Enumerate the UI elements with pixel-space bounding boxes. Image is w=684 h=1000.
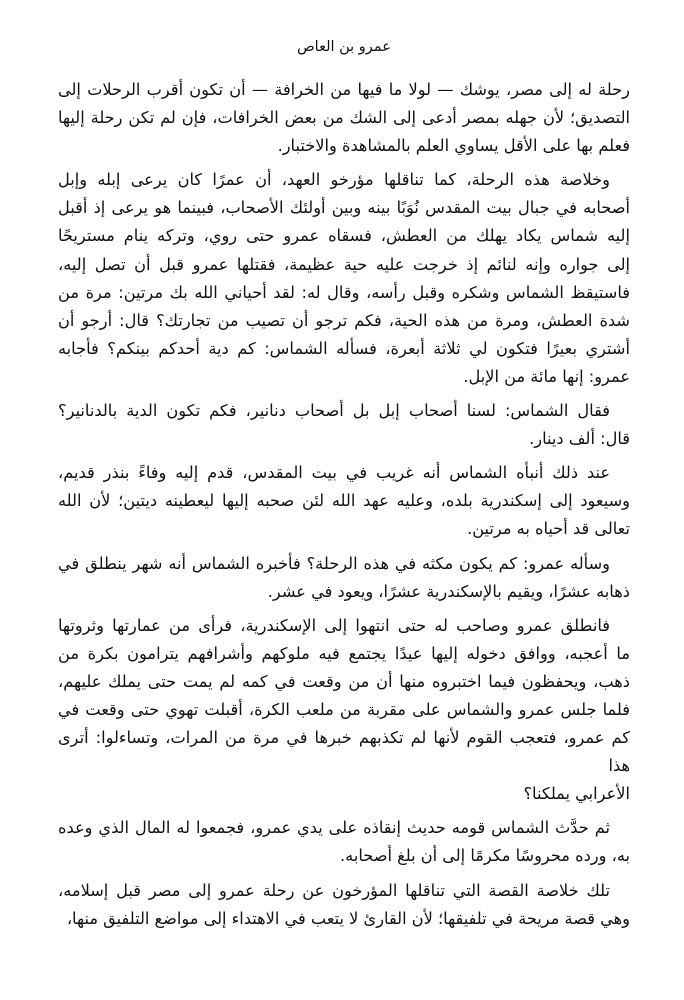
text-line: شدة العطش، ومرة من هذه الحية، فكم ترجو أن تصيب من تجارتك؟ قال: أرجو أن xyxy=(58,310,630,330)
text-line: فعلم بها على الأقل يساوي العلم بالمشاهدة والاختبار. xyxy=(277,136,630,156)
text-line: فانطلق عمرو وصاحب له حتى انتهوا إلى الإسكندرية، فرأى من عمارتها وثروتها xyxy=(58,615,610,635)
text-line: وهي قصة مريحة في تلفيقها؛ لأن القارئ لا يتعب في الاهتداء إلى مواضع التلفيق منها، xyxy=(66,908,630,928)
text-line: تعالى قد أحياه به مرتين. xyxy=(467,519,630,539)
text-line: الأعرابي يملكنا؟ xyxy=(523,784,630,804)
text-line: قال: ألف دينار. xyxy=(529,429,630,449)
text-line: ما أعجبه، ووافق دخوله إليها عيدًا يجتمع فيه ملوكهم وأشرافهم يترامون بكرة من xyxy=(58,643,630,663)
body-text xyxy=(58,76,630,933)
text-line: عمرو: إنها مائة من الإبل. xyxy=(463,366,630,386)
paragraph xyxy=(58,459,630,543)
text-line: وسأله عمرو: كم يكون مكثه في هذه الرحلة؟ فأخبره الشماس أنه شهر ينطلق في xyxy=(58,553,610,573)
text-line: فلما جلس عمرو والشماس على مقربة من ملعب الكرة، أقبلت تهوي حتى وقعت في xyxy=(58,699,630,719)
text-line: أصحابه في جبال بيت المقدس نُوَبًا بينه وبين أولئك الأصحاب، فبينما هو يرعى إذ أقبل xyxy=(58,198,630,218)
paragraph xyxy=(58,166,630,391)
text-line: عند ذلك أنبأه الشماس أنه غريب في بيت المقدس، قدم إليه وفاءً بنذر قديم، xyxy=(58,463,610,483)
paragraph xyxy=(58,76,630,160)
text-line: ذهابه عشرًا، ويقيم بالإسكندرية عشرًا، ويعود في عشر. xyxy=(267,581,630,601)
text-line: تلك خلاصة القصة التي تناقلها المؤرخون عن رحلة عمرو إلى مصر قبل إسلامه، xyxy=(58,880,610,900)
text-line: إليه شماس يكاد يهلك من العطش، فسقاه عمرو حتى روي، وتركه ينام مستريحًا xyxy=(58,226,630,246)
text-line: إلى جواره وإنه لنائم إذ خرجت عليه حية عظيمة، فقتلها عمرو قبل أن تصل إليه، xyxy=(58,254,630,274)
running-head: عمرو بن العاص xyxy=(297,39,391,55)
text-line: فاستيقظ الشماس وشكره وقبل رأسه، وقال له: لقد أحياني الله بك مرتين: مرة من xyxy=(58,282,630,302)
text-line: فقال الشماس: لسنا أصحاب إبل بل أصحاب دنانير، فكم تكون الدية بالدنانير؟ xyxy=(58,401,610,421)
paragraph xyxy=(58,397,630,453)
text-line: كم عمرو، فتعجب القوم لأنها لم تكذبهم خبرها في مرة من المرات، وتساءلوا: أترى هذا xyxy=(58,728,630,776)
text-line: به، ورده محروسًا مكرمًا إلى أن بلغ أصحابه. xyxy=(340,846,630,866)
text-line: رحلة له إلى مصر، يوشك — لولا ما فيها من الخرافة — أن تكون أقرب الرحلات إلى xyxy=(58,80,630,99)
text-line: ذهب، ويحفظون فيما اختبروه منها أن من وقعت في كمه لم يمت حتى يملك عليهم، xyxy=(58,671,630,691)
paragraph xyxy=(58,814,630,870)
paragraph xyxy=(58,612,630,809)
text-line: التصديق؛ لأن جهله بمصر أدعى إلى الشك من بعض الخرافات، فإن لم تكن رحلة إليها xyxy=(58,108,630,128)
text-line: وخلاصة هذه الرحلة، كما تناقلها مؤرخو العهد، أن عمرًا كان يرعى إبله وإبل xyxy=(58,170,610,190)
text-line: ثم حدَّث الشماس قومه حديث إنقاذه على يدي عمرو، فجمعوا له المال الذي وعده xyxy=(58,818,610,838)
text-line: وسيعود إلى إسكندرية بلده، وعليه عهد الله لئن صحبه إليها ليعطينه ديتين؛ لأن الله xyxy=(58,491,630,511)
paragraph xyxy=(58,550,630,606)
text-line: أشتري بعيرًا فتكون لي ثلاثة أبعرة، فسأله الشماس: كم دية أحدكم بينكم؟ فأجابه xyxy=(58,338,630,358)
paragraph xyxy=(58,877,630,933)
